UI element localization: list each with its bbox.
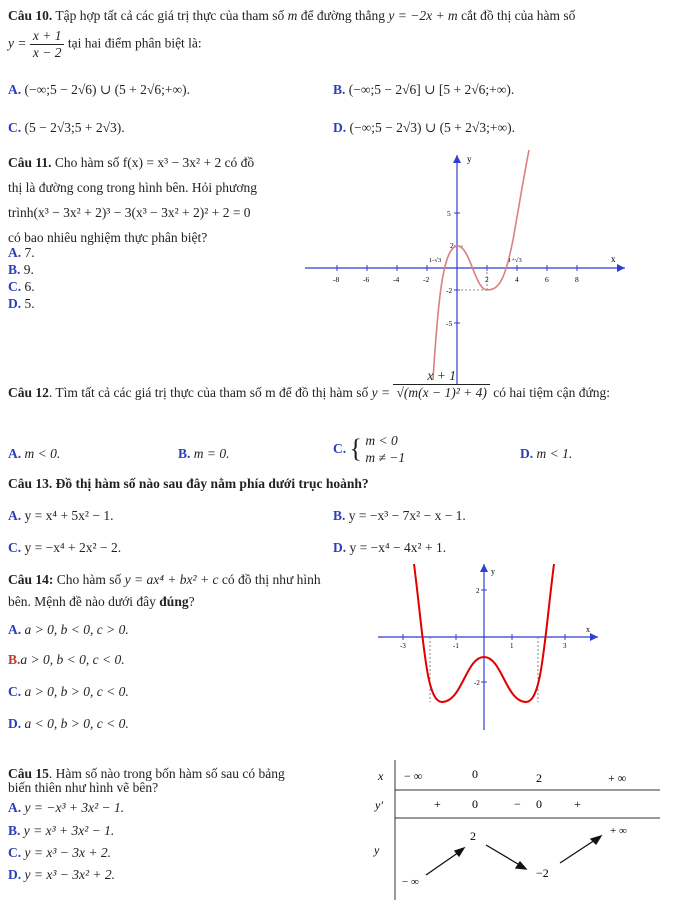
q13-option-a[interactable]	[8, 508, 113, 524]
q10-text3: cắt đồ thị của hàm số	[461, 8, 576, 23]
option-letter: C.	[8, 540, 22, 555]
q14-option-c[interactable]	[8, 684, 129, 700]
q15-option-b[interactable]	[8, 823, 114, 839]
x-axis-label: x	[586, 625, 590, 634]
q13-text: Đồ thị hàm số nào sau đây nằm phía dưới trục hoành?	[55, 476, 369, 491]
q14-option-d[interactable]	[8, 716, 129, 732]
q13-option-c[interactable]	[8, 540, 121, 556]
q15-option-a[interactable]	[8, 800, 124, 816]
q11-graph	[305, 150, 625, 385]
option-letter: C.	[8, 279, 22, 294]
y-tick-label: -2	[446, 286, 453, 295]
x-tick-labels	[333, 275, 579, 284]
q14-line2	[8, 594, 195, 610]
option-letter: A.	[8, 508, 22, 523]
variation-arrows	[426, 836, 601, 875]
q12-option-d[interactable]	[520, 446, 572, 462]
arrow-up-icon	[560, 838, 598, 863]
option-value: a > 0, b < 0, c > 0.	[24, 622, 129, 637]
q11-option-c[interactable]	[8, 279, 35, 295]
option-value: y = x⁴ + 5x² − 1.	[24, 508, 114, 523]
q13-option-b[interactable]	[333, 508, 466, 524]
q10-fraction	[30, 28, 65, 61]
q12-yeq: y =	[371, 385, 391, 400]
q11-line2: thị là đường cong trong hình bên. Hỏi phương	[8, 180, 258, 195]
q14-func: y = ax⁴ + bx² + c	[124, 572, 219, 587]
option-value: a < 0, b > 0, c < 0.	[24, 716, 129, 731]
q14-option-a[interactable]	[8, 622, 129, 638]
q12-line	[8, 368, 611, 401]
y-row-label: y	[374, 843, 380, 857]
q10-num: x + 1	[30, 28, 65, 45]
q14-label: Câu 14:	[8, 572, 54, 587]
q11-line4: có bao nhiêu nghiệm thực phân biệt?	[8, 230, 208, 245]
y-arrow-icon	[480, 564, 488, 572]
q12-den: √(m(x − 1)² + 4)	[396, 385, 487, 401]
option-value: y = −x³ + 3x² − 1.	[24, 800, 125, 815]
y-arrow-icon	[453, 155, 461, 163]
option-value: y = x³ + 3x² − 1.	[23, 823, 115, 838]
q15-line2: biến thiên như hình vẽ bên?	[8, 780, 159, 795]
q15-text1: . Hàm số nào trong bốn hàm số sau có bảng	[48, 766, 285, 781]
q11-line3: trình(x³ − 3x² + 2)³ − 3(x³ − 3x² + 2)² + 2 = 0	[8, 205, 251, 220]
option-value: y = x³ − 3x² + 2.	[24, 867, 116, 882]
y-tick-label: -2	[474, 679, 480, 687]
q12-label: Câu 12	[8, 385, 49, 400]
option-value: y = −x³ − 7x² − x − 1.	[348, 508, 466, 523]
y-tick-label: -5	[446, 319, 453, 328]
option-letter: D.	[333, 540, 347, 555]
q10-line2	[8, 28, 202, 61]
option-letter: C.	[333, 441, 347, 456]
brace-icon: {	[349, 434, 362, 463]
arrow-head	[591, 836, 601, 844]
option-value: m < 0	[365, 433, 398, 448]
option-letter: C.	[8, 684, 22, 699]
q10-line1	[8, 8, 575, 24]
option-value: 7.	[24, 245, 35, 260]
arrow-head	[455, 848, 464, 856]
q12-num: x + 1	[393, 368, 489, 385]
right-root-label: 1+√3	[508, 257, 522, 264]
x-tick-label: -2	[423, 275, 430, 284]
q13-line	[8, 476, 369, 492]
option-value: a > 0, b < 0, c < 0.	[20, 652, 125, 667]
option-value: 5.	[24, 296, 35, 311]
q15-variation-table	[360, 760, 660, 900]
q15-option-c[interactable]	[8, 845, 111, 861]
sign: 0	[536, 797, 542, 811]
y-axis-label: y	[467, 154, 472, 164]
x-tick-label: -1	[453, 642, 459, 650]
option-letter: A.	[8, 446, 22, 461]
x-axis-label: x	[611, 254, 616, 264]
option-value: y = −x⁴ − 4x² + 1.	[349, 540, 447, 555]
option-letter: D.	[333, 120, 347, 135]
x-value: + ∞	[608, 771, 627, 785]
q12-option-c[interactable]	[333, 432, 405, 466]
q14-text2: có đồ thị như hình	[221, 572, 321, 587]
y-tick-label: 2	[450, 241, 454, 250]
q12-fraction	[393, 368, 489, 401]
y-value: −2	[536, 866, 549, 880]
q14-text1: Cho hàm số	[56, 572, 122, 587]
option-value: a > 0, b > 0, c < 0.	[24, 684, 129, 699]
option-letter: B.	[8, 262, 21, 277]
option-value: (−∞;5 − 2√6) ∪ (5 + 2√6;+∞).	[24, 82, 190, 97]
x-arrow-icon	[617, 264, 625, 272]
sign: +	[434, 797, 441, 811]
x-tick-label: -8	[333, 275, 340, 284]
sign: +	[574, 797, 581, 811]
option-value: y = −x⁴ + 2x² − 2.	[24, 540, 122, 555]
x-tick-label: 8	[575, 275, 579, 284]
q10-option-d[interactable]	[333, 120, 515, 136]
option-value: m < 1.	[536, 446, 573, 461]
y-tick-label: 2	[476, 587, 480, 595]
option-value: 9.	[23, 262, 34, 277]
q11-label: Câu 11.	[8, 155, 52, 170]
q10-m: m	[287, 8, 298, 23]
option-letter: D.	[8, 867, 22, 882]
q10-text1: Tập hợp tất cả các giá trị thực của tham số	[55, 8, 285, 23]
x-value: − ∞	[404, 769, 423, 783]
option-letter: B.	[8, 823, 21, 838]
option-letter: C.	[8, 120, 22, 135]
x-tick-label: 3	[563, 642, 567, 650]
q10-option-b[interactable]	[333, 82, 514, 98]
option-letter: D.	[8, 716, 22, 731]
q10-option-a[interactable]	[8, 82, 190, 98]
q14-bold: đúng	[159, 594, 189, 609]
option-letter: D.	[8, 296, 22, 311]
q10-text2: để đường thẳng	[300, 8, 385, 23]
q11-curve	[433, 150, 529, 380]
option-letter: A.	[8, 245, 22, 260]
option-value: 6.	[24, 279, 35, 294]
q14-text3: bên. Mệnh đề nào dưới đây	[8, 594, 156, 609]
option-letter: B.	[333, 82, 346, 97]
option-value: m ≠ −1	[365, 450, 406, 465]
y-value: − ∞	[402, 876, 419, 888]
x-row-label: x	[378, 769, 384, 783]
y-tick-label: 5	[447, 209, 451, 218]
left-root-label: 1-√3	[429, 257, 442, 264]
q15-label: Câu 15	[8, 766, 49, 781]
q14-option-b[interactable]	[8, 652, 125, 668]
q15-option-d[interactable]	[8, 867, 115, 883]
sign: 0	[472, 797, 478, 811]
arrow-down-icon	[486, 845, 523, 867]
x-tick-label: 2	[485, 275, 489, 284]
x-value: 0	[472, 767, 478, 781]
q12-text1: . Tìm tất cả các giá trị thực của tham số m để đồ thị hàm số	[48, 385, 369, 400]
option-letter: B.	[178, 446, 191, 461]
x-tick-label: -4	[393, 275, 400, 284]
q11-text: Cho hàm số f(x) = x³ − 3x² + 2 có đồ	[54, 155, 255, 170]
q11-option-a[interactable]	[8, 245, 35, 261]
q10-line: y = −2x + m	[388, 8, 458, 23]
q10-text4: tại hai điểm phân biệt là:	[67, 35, 202, 51]
option-letter: A.	[8, 82, 22, 97]
option-letter: A.	[8, 800, 22, 815]
option-letter: B.	[8, 652, 21, 667]
q10-yeq: y =	[8, 35, 27, 51]
q14-line1	[8, 572, 321, 588]
q12-option-b[interactable]	[178, 446, 230, 462]
option-value: (−∞;5 − 2√6] ∪ [5 + 2√6;+∞).	[348, 82, 515, 97]
x-tick-label: 1	[510, 642, 514, 650]
option-value: y = x³ − 3x + 2.	[24, 845, 111, 860]
option-value: (−∞;5 − 2√3) ∪ (5 + 2√3;+∞).	[349, 120, 515, 135]
q11-line1	[8, 155, 254, 171]
x-value: 2	[536, 771, 542, 785]
q11-option-b[interactable]	[8, 262, 34, 278]
option-value: m = 0.	[193, 446, 230, 461]
q13-label: Câu 13.	[8, 476, 53, 491]
y-axis-label: y	[491, 567, 495, 576]
sign: −	[514, 797, 521, 811]
x-tick-label: 4	[515, 275, 519, 284]
q10-option-c[interactable]	[8, 120, 125, 136]
option-letter: A.	[8, 622, 22, 637]
x-tick-label: -3	[400, 642, 406, 650]
x-tick-label: -6	[363, 275, 370, 284]
dy-row-label: y'	[375, 798, 383, 812]
q12-option-a[interactable]	[8, 446, 60, 462]
option-letter: D.	[520, 446, 534, 461]
option-letter: B.	[333, 508, 346, 523]
q14-graph	[378, 562, 598, 730]
q12-text2: có hai tiệm cận đứng:	[493, 385, 611, 400]
q14-text4: ?	[188, 594, 195, 609]
q13-option-d[interactable]	[333, 540, 446, 556]
x-tick-label: 6	[545, 275, 549, 284]
q10-label: Câu 10.	[8, 8, 53, 23]
y-value: + ∞	[610, 825, 627, 837]
x-arrow-icon	[590, 633, 598, 641]
option-system	[365, 432, 405, 466]
option-value: (5 − 2√3;5 + 2√3).	[24, 120, 125, 135]
option-letter: C.	[8, 845, 22, 860]
y-value: 2	[470, 829, 476, 843]
q10-den: x − 2	[32, 45, 62, 60]
option-value: m < 0.	[24, 446, 61, 461]
q11-option-d[interactable]	[8, 296, 35, 312]
